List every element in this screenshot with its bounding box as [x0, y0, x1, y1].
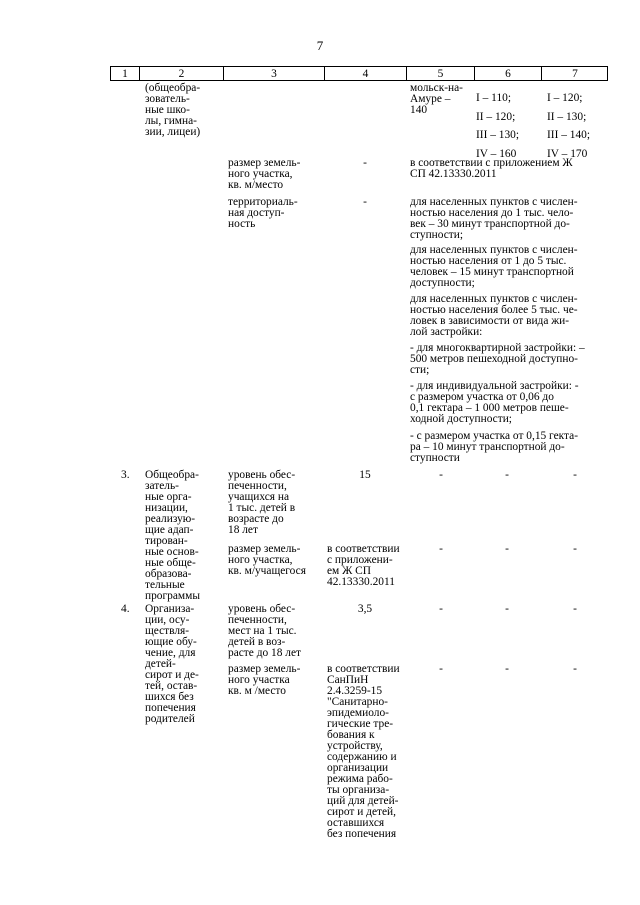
text-line: сирот и де-: [145, 669, 199, 681]
text-line: ступности: [410, 452, 460, 464]
text-line: содержанию и: [327, 751, 397, 763]
row3-object-name: [145, 470, 200, 602]
text-line: детей в воз-: [228, 636, 286, 648]
text-line: бования к: [327, 729, 375, 741]
text-line: ществля-: [145, 625, 190, 637]
row4-col6-dash-1: -: [505, 603, 509, 615]
row3-col6-dash-1: -: [505, 469, 509, 481]
text-line: ты организа-: [327, 784, 390, 796]
row4-col5-dash-1: -: [439, 603, 443, 615]
text-line: в соответствии: [327, 663, 400, 675]
header-col-2: 2: [178, 68, 185, 80]
text-line: "Санитарно-: [327, 696, 388, 708]
text-line: - для индивидуальной застройки: -: [410, 380, 579, 392]
text-line: Амуре –: [410, 93, 451, 105]
text-line: тей, остав-: [145, 680, 198, 692]
header-col-1: 1: [122, 68, 128, 80]
text-line: в соответствии: [327, 543, 400, 555]
text-line: для населенных пунктов с числен-: [410, 244, 578, 256]
text-line: 2.4.3259-15: [327, 685, 383, 697]
text-line: ные обще-: [145, 557, 196, 569]
text-line: для населенных пунктов с числен-: [410, 293, 578, 305]
row4-indicator-2: [228, 664, 300, 697]
text-line: ции, осу-: [145, 614, 190, 626]
text-line: лой застройки:: [410, 326, 483, 338]
text-line: уровень обес-: [228, 603, 296, 615]
row4-value-2: [327, 664, 400, 840]
text-line: ного участка,: [228, 168, 293, 180]
text-line: 500 метров пешеходной доступно-: [410, 353, 578, 365]
text-line: без попечения: [327, 828, 397, 840]
row4-col7-dash-2: -: [573, 663, 577, 675]
text-line: IV – 170: [547, 147, 588, 160]
text-line: ций для детей-: [327, 795, 399, 807]
text-line: для населенных пунктов с числен-: [410, 196, 578, 208]
area-value: [410, 158, 573, 180]
text-line: ностью населения до 1 тыс. чело-: [410, 207, 574, 219]
text-line: чение, для: [145, 647, 196, 659]
row3-col6-dash-2: -: [505, 543, 509, 555]
text-line: затель-: [145, 480, 179, 492]
text-line: III – 130;: [476, 129, 520, 141]
text-line: мольск-на-: [410, 82, 463, 94]
row4-col5-dash-2: -: [439, 663, 443, 675]
text-line: попечения: [145, 702, 196, 714]
text-line: человек – 15 минут транспортной: [410, 266, 574, 278]
text-line: зии, лицеи): [145, 126, 201, 138]
row3-value-2: [327, 544, 400, 588]
row4-col6-dash-2: -: [505, 663, 509, 675]
cont-object-name: [145, 83, 200, 138]
text-line: образова-: [145, 568, 192, 580]
text-line: устройству,: [327, 740, 383, 752]
text-line: I – 110;: [476, 92, 512, 104]
text-line: II – 120;: [476, 110, 516, 123]
header-col-6: 6: [505, 68, 511, 80]
text-line: ные шко-: [145, 104, 190, 116]
row3-indicator-1: [228, 470, 295, 536]
row3-col5-dash-1: -: [439, 469, 443, 481]
text-line: зователь-: [145, 93, 190, 105]
text-line: сти;: [410, 364, 430, 376]
text-line: СанПиН: [327, 674, 369, 686]
text-line: размер земель-: [228, 663, 301, 675]
text-line: II – 130;: [547, 110, 587, 123]
row4-col7-dash-1: -: [573, 603, 577, 615]
area-dash: -: [363, 157, 367, 169]
text-line: детей-: [145, 658, 176, 670]
text-line: Общеобра-: [145, 469, 199, 481]
text-line: - с размером участка от 0,15 гекта-: [410, 430, 578, 442]
text-line: - для многоквартирной застройки: –: [410, 342, 585, 354]
text-line: с размером участка от 0,06 до: [410, 391, 554, 403]
access-paragraph-6: [410, 431, 578, 464]
text-line: I – 120;: [547, 92, 583, 104]
row3-number: 3.: [121, 469, 130, 481]
text-line: эпидемиоло-: [327, 707, 389, 719]
row3-col7-dash-1: -: [573, 469, 577, 481]
text-line: кв. м/место: [228, 179, 284, 191]
access-paragraph-1: [410, 197, 578, 241]
access-indicator-label: [228, 197, 298, 230]
text-line: учащихся на: [228, 491, 290, 503]
text-line: ность: [228, 218, 256, 230]
text-line: организации: [327, 762, 389, 774]
text-line: 42.13330.2011: [327, 576, 395, 588]
text-line: ные основ-: [145, 546, 199, 558]
text-line: 18 лет: [228, 524, 258, 536]
text-line: ностью населения от 1 до 5 тыс.: [410, 255, 567, 267]
cont-col5-value: [410, 83, 463, 116]
text-line: ные орга-: [145, 491, 192, 503]
text-line: ная доступ-: [228, 207, 285, 219]
text-line: III – 140;: [547, 129, 591, 141]
text-line: доступности;: [410, 277, 475, 289]
area-indicator-label: [228, 158, 300, 191]
row3-col5-dash-2: -: [439, 543, 443, 555]
text-line: в соответствии с приложением Ж: [410, 157, 573, 169]
text-line: ходной доступности;: [410, 413, 512, 425]
text-line: Организа-: [145, 603, 195, 615]
access-paragraph-5: [410, 381, 579, 425]
cont-col7-values: [547, 89, 590, 163]
row3-indicator-2: [228, 544, 306, 577]
text-line: лы, гимна-: [145, 115, 197, 127]
text-line: родителей: [145, 713, 195, 725]
row4-object-name: [145, 604, 199, 725]
access-paragraph-3: [410, 294, 578, 338]
text-line: печенности,: [228, 614, 287, 626]
access-dash: -: [363, 196, 367, 208]
text-line: возрасте до: [228, 513, 284, 525]
text-line: 1 тыс. детей в: [228, 502, 296, 514]
text-line: ного участка,: [228, 554, 293, 566]
text-line: кв. м/учащегося: [228, 565, 306, 577]
access-paragraph-2: [410, 245, 578, 289]
text-line: мест на 1 тыс.: [228, 625, 297, 637]
row3-col7-dash-2: -: [573, 543, 577, 555]
text-line: век – 30 минут транспортной до-: [410, 218, 570, 230]
page-number: 7: [316, 38, 324, 53]
text-line: режима рабо-: [327, 773, 393, 785]
text-line: ловек в зависимости от вида жи-: [410, 315, 570, 327]
text-line: шихся без: [145, 691, 194, 703]
row4-indicator-1: [228, 604, 301, 659]
text-line: с приложени-: [327, 554, 393, 566]
text-line: ющие обу-: [145, 636, 197, 648]
text-line: (общеобра-: [145, 82, 201, 94]
text-line: щие адап-: [145, 524, 194, 536]
row4-value-1: 3,5: [357, 603, 373, 615]
text-line: печенности,: [228, 480, 287, 492]
text-line: 140: [410, 104, 428, 116]
header-col-5: 5: [437, 68, 444, 80]
text-line: ностью населения более 5 тыс. че-: [410, 304, 578, 316]
text-line: реализую-: [145, 513, 196, 525]
text-line: СП 42.13330.2011: [410, 168, 497, 180]
text-line: ного участка: [228, 674, 290, 686]
text-line: тельные: [145, 579, 185, 591]
text-line: 0,1 гектара – 1 000 метров пеше-: [410, 402, 569, 414]
text-line: гические тре-: [327, 718, 394, 730]
text-line: ступности;: [410, 229, 464, 241]
text-line: низации,: [145, 502, 188, 514]
text-line: сирот и детей,: [327, 806, 396, 818]
text-line: программы: [145, 590, 200, 602]
text-line: ем Ж СП: [327, 565, 371, 577]
text-line: тирован-: [145, 535, 188, 547]
access-paragraph-4: [410, 343, 585, 376]
header-col-4: 4: [362, 68, 369, 80]
text-line: уровень обес-: [228, 469, 296, 481]
text-line: кв. м /место: [228, 685, 286, 697]
text-line: размер земель-: [228, 157, 301, 169]
row4-number: 4.: [121, 603, 130, 615]
text-line: территориаль-: [228, 196, 298, 208]
header-col-7: 7: [572, 68, 578, 80]
text-line: IV – 160: [476, 147, 517, 160]
text-line: оставшихся: [327, 817, 385, 829]
text-line: ра – 10 минут транспортной до-: [410, 441, 565, 453]
header-col-3: 3: [271, 68, 277, 80]
text-line: размер земель-: [228, 543, 301, 555]
row3-value-1: 15: [359, 469, 371, 481]
table-header: [110, 66, 608, 81]
text-line: расте до 18 лет: [228, 647, 301, 659]
cont-col6-values: [476, 89, 519, 163]
